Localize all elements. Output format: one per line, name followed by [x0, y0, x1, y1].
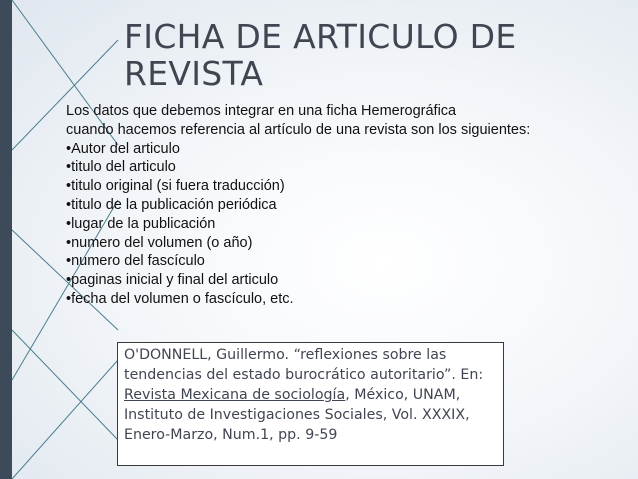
reference-journal-title: Revista Mexicana de sociología	[124, 387, 346, 403]
reference-text-part1: O'DONNELL, Guillermo. “reflexiones sobre las tendencias del estado burocrático autoritario”. En:	[124, 347, 484, 383]
list-item: •titulo de la publicación periódica	[66, 196, 277, 213]
list-item: •titulo original (si fuera traducción)	[66, 178, 285, 195]
list-item: •lugar de la publicación	[66, 215, 216, 232]
reference-example-box	[117, 342, 504, 466]
intro-line-2: cuando hacemos referencia al artículo de una revista son los siguientes:	[66, 121, 531, 138]
list-item: •numero del volumen (o año)	[66, 234, 253, 251]
list-item: •numero del fascículo	[66, 253, 205, 270]
list-item: •titulo del articulo	[66, 159, 176, 176]
list-item: •Autor del articulo	[66, 140, 180, 157]
intro-line-1: Los datos que debemos integrar en una ficha Hemerográfica	[66, 103, 457, 119]
data-list	[66, 140, 626, 309]
reference-text-part2: , México, UNAM, Instituto de Investigaciones Sociales, Vol. XXXIX, Enero-Marzo, Num.1, pp. 9-59	[124, 387, 470, 443]
list-item: •fecha del volumen o fascículo, etc.	[66, 290, 294, 307]
slide-title: FICHA DE ARTICULO DE REVISTA	[124, 17, 517, 93]
list-item: •paginas inicial y final del articulo	[66, 272, 279, 289]
slide-body	[66, 102, 626, 309]
